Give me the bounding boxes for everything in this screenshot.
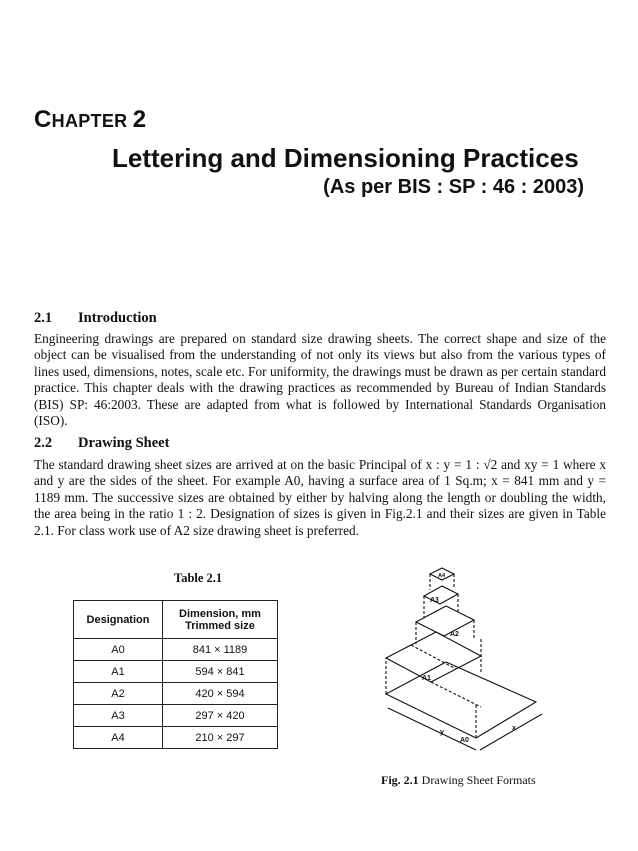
label-x: x xyxy=(512,725,516,732)
table-cell: A3 xyxy=(74,705,163,727)
chapter-word: HAPTER xyxy=(51,111,128,131)
label-a4: A4 xyxy=(438,573,446,579)
x-dimension-line xyxy=(480,714,542,750)
chapter-initial: C xyxy=(34,106,52,133)
header-dimension xyxy=(163,601,278,639)
section-heading-introduction xyxy=(34,310,157,327)
table-row xyxy=(74,683,278,705)
chapter-number: 2 xyxy=(132,106,147,133)
figure-caption xyxy=(381,773,536,788)
table-header-row xyxy=(74,601,278,639)
figure-caption-label: Fig. 2.1 xyxy=(381,773,419,787)
label-y: y xyxy=(440,729,444,736)
section-title: Drawing Sheet xyxy=(78,435,170,451)
section-title: Introduction xyxy=(78,310,157,326)
table-cell: A4 xyxy=(74,727,163,749)
sheet-size-table xyxy=(73,600,278,749)
label-a0: A0 xyxy=(460,737,469,744)
table-row xyxy=(74,661,278,683)
section-heading-drawing-sheet xyxy=(34,435,169,452)
label-a1: A1 xyxy=(422,675,431,682)
drawing-sheet-paragraph: The standard drawing sheet sizes are arrived at on the basic Principal of x : y = 1 : √2 and xy = 1 where x and y are the sides of the sheet. For example A0, having a surface area of 1 Sq.m; x = 841 mm and y = 1189 mm. The successive sizes are obtained by either by halving along the length or doubling the width, the area being in the ratio 1 : 2. Designation of sizes is given in Fig.2.1 and their sizes are given in Table 2.1. For class work use of A2 size drawing sheet is preferred. xyxy=(34,457,606,538)
table-cell: 297 × 420 xyxy=(163,705,278,727)
table-cell: 841 × 1189 xyxy=(163,639,278,661)
fold-line xyxy=(431,682,481,707)
table-cell: A0 xyxy=(74,639,163,661)
introduction-paragraph: Engineering drawings are prepared on standard size drawing sheets. The correct shape and size of the object can be visualised from the understanding of not only its views but also from the various types of lines used, dimensions, notes, scale etc. For uniformity, the drawings must be drawn as per certain standard practice. This chapter deals with the drawing practices as recommended by Bureau of Indian Standards (BIS) SP: 46:2003. These are adapted from what is followed by International Standards Organisation (ISO). xyxy=(34,331,606,429)
section-number: 2.1 xyxy=(34,310,53,326)
table-row xyxy=(74,727,278,749)
header-designation: Designation xyxy=(74,601,163,639)
page-title: Lettering and Dimensioning Practices xyxy=(112,143,579,173)
header-dimension-line2: Trimmed size xyxy=(185,619,255,632)
table-row xyxy=(74,639,278,661)
label-a2: A2 xyxy=(450,631,459,638)
header-dimension-line1: Dimension, mm xyxy=(179,607,261,620)
chapter-heading xyxy=(34,106,146,134)
a2-sheet xyxy=(416,606,474,636)
figure-caption-text: Drawing Sheet Formats xyxy=(421,773,536,787)
drawing-sheet-formats-figure xyxy=(376,562,556,762)
page-subtitle: (As per BIS : SP : 46 : 2003) xyxy=(323,176,584,198)
section-number: 2.2 xyxy=(34,435,53,451)
table-cell: 594 × 841 xyxy=(163,661,278,683)
label-a3: A3 xyxy=(430,597,439,604)
table-caption: Table 2.1 xyxy=(174,571,223,585)
fold-line xyxy=(411,645,456,669)
table-row xyxy=(74,705,278,727)
table-cell: 420 × 594 xyxy=(163,683,278,705)
table-cell: 210 × 297 xyxy=(163,727,278,749)
table-cell: A2 xyxy=(74,683,163,705)
table-cell: A1 xyxy=(74,661,163,683)
